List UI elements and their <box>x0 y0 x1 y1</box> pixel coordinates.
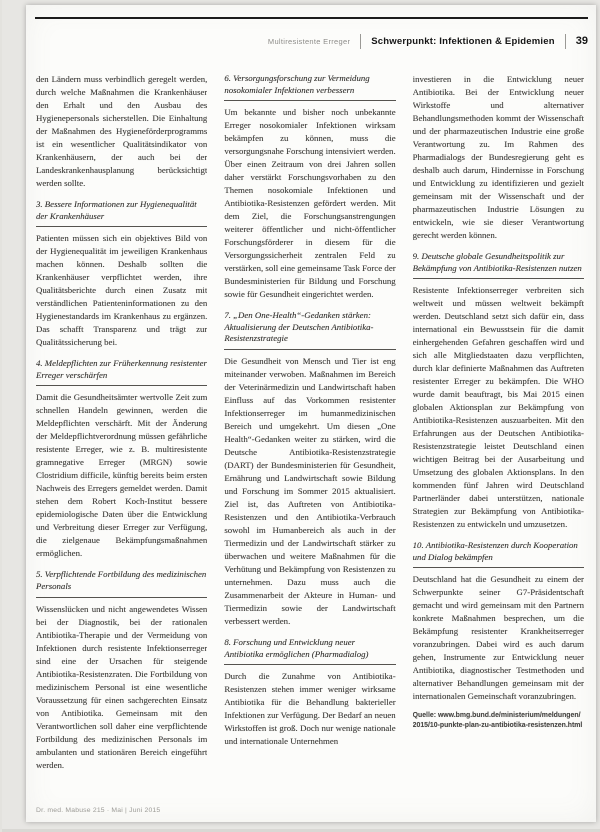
section-title: 6. Versorgungsforschung zur Vermeidung nosokomialer Infektionen verbessern <box>224 73 370 95</box>
section-title: 10. Antibiotika-Resistenzen durch Kooperation und Dialog bekämpfen <box>412 540 578 562</box>
section-heading <box>36 358 207 386</box>
section-title: 8. Forschung und Entwicklung neuer Antibiotika ermöglichen (Pharmadialog) <box>224 636 369 659</box>
scan-edge-left <box>0 0 2 832</box>
page-footer: Dr. med. Mabuse 215 · Mai | Juni 2015 <box>36 807 161 814</box>
paragraph: Deutschland hat die Gesundheit zu einem der Schwerpunkte seiner G7-Präsidentschaft gemacht und wird gemeinsam mit den Partnern konkrete Maßnahmen besprechen, um die Bekämpfung resistenter Krankheitserreger voranzubringen. Dabei wird es auch darum gehen, Instrumente zur Entwicklung neuer Antibiotika, diagnostischer Testmethoden und alternativer Behandlungen gemeinsam mit der internationalen Gemeinschaft voranzubringen. <box>412 574 584 702</box>
header-kicker: Multiresistente Erreger <box>267 36 351 46</box>
header-separator <box>360 34 361 49</box>
header-separator <box>565 34 566 49</box>
paragraph: Um bekannte und bisher noch unbekannte Erreger nosokomialer Infektionen wirksam bekämpfen zu können, muss die versorgungsnahe Forschung intensiviert werden. Über einen Zeitraum von drei Jahren sollen daher verstärkt Forschungsvorhaben zu den Themen nosokomiale Infektionen und Antibiotika-Resistenzen gefördert werden. Mit dem Ziel, die Forschungsanstrengungen weiterer öffentlicher und nicht-öffentlicher Forschungsförderer in diesem für die Versorgungssicherheit zentralen Feld zu verstärken, soll eine gemeinsame Task Force der Bundesministerien für Bildung und Forschung sowie für Gesundheit eingerichtet werden. <box>224 107 396 300</box>
section-rule <box>413 567 584 568</box>
section-heading <box>413 540 584 568</box>
paragraph: investieren in die Entwicklung neuer Antibiotika. Bei der Entwicklung neuer Wirkstoffe und alternativer Behandlungsmethoden kommt der Wissenschaft und der pharmazeutischen Industrie eine große Verantwortung zu. Im Rahmen des Pharmadialogs der Bundesregierung geht es deshalb auch darum, Hindernisse in Forschung und Entwicklung zu identifizieren und gezielt gemeinsam mit der Wissenschaft und der pharmazeutischen Industrie Lösungen zu entwickeln, wie sie dieser Verantwortung gerecht werden können. <box>412 74 584 240</box>
paragraph: den Ländern muss verbindlich geregelt werden, durch welche Maßnahmen die Krankenhäuser den Erhalt und den Ausbau des Hygienepersonals sicherstellen. Die Einhaltung der Maßnahmen des Hygieneförderprogramms ist ein wesentlicher Qualitätsindikator von Krankenhäusern, der auch bei der Landeskrankenhausplanung berücksichtigt werden sollte. <box>36 74 208 188</box>
section-title: 3. Bessere Informationen zur Hygienequalität der Krankenhäuser <box>36 199 197 221</box>
section-rule <box>36 597 207 598</box>
page-number: 39 <box>575 35 588 47</box>
section-heading <box>36 199 207 227</box>
top-rule <box>35 17 588 19</box>
section-heading <box>224 637 395 665</box>
column-right <box>413 73 584 786</box>
paragraph: Damit die Gesundheitsämter wertvolle Zeit zum schnellen Handeln gewinnen, werden die Meldepflichten verschärft. Mit der Änderung der Meldepflichtverordnung müssen gefährliche resistente Erreger, wie z. B. multiresistente gramnegative Erreger (MRGN) sowie Clostridium difficile, künftig bereits beim ersten Nachweis des Erregers gemeldet werden. Damit stehen dem Robert Koch-Institut bessere epidemiologische Daten über die Entwicklung und Verbreitung dieser Erreger zur Verfügung, die zielgenaue Bekämpfungsmaßnahmen ermöglichen. <box>36 392 208 559</box>
section-heading <box>36 569 207 597</box>
source-url: www.bmg.bund.de/ministerium/meldungen/2015/10-punkte-plan-zu-antibiotika-resistenzen.html <box>412 712 583 729</box>
paragraph: Patienten müssen sich ein objektives Bild von der Hygienequalität im jeweiligen Krankenhaus machen können. Deshalb sollten die Krankenhäuser verpflichtet werden, ihre Qualitätsberichte durch einen Zusatz mit verständlichen Patienteninformationen zu den Hygienestandards im Krankenhaus zu ergänzen. Das schafft Transparenz und trägt zur Qualitätssicherung bei. <box>36 233 208 348</box>
paragraph: Durch die Zunahme von Antibiotika-Resistenzen stehen immer weniger wirksame Antibiotika für die Behandlung bakterieller Infektionen zur Verfügung. Der Bedarf an neuen Wirkstoffen ist groß. Doch nur wenige nationale und internationale Unternehmen <box>224 671 396 747</box>
article-columns <box>36 73 584 786</box>
section-rule <box>36 385 207 386</box>
section-heading <box>224 310 395 350</box>
section-rule <box>224 349 395 350</box>
section-title: 5. Verpflichtende Fortbildung des medizinischen Personals <box>36 569 207 591</box>
section-heading <box>413 251 584 279</box>
header-title: Schwerpunkt: Infektionen & Epidemien <box>371 35 555 47</box>
column-middle <box>224 73 395 786</box>
magazine-page <box>26 5 596 822</box>
section-heading <box>224 73 395 101</box>
section-title: 4. Meldepflichten zur Früherkennung resistenter Erreger verschärfen <box>36 358 207 380</box>
section-title: 7. „Den One-Health“-Gedanken stärken: Aktualisierung der Deutschen Antibiotika-Resistenzstrategie <box>224 310 374 344</box>
section-rule <box>224 100 395 101</box>
source-note <box>413 711 584 730</box>
section-rule <box>224 664 395 665</box>
section-title: 9. Deutsche globale Gesundheitspolitik zur Bekämpfung von Antibiotika-Resistenzen nutzen <box>412 251 582 273</box>
section-rule <box>413 278 584 279</box>
paragraph: Die Gesundheit von Mensch und Tier ist eng miteinander verwoben. Maßnahmen im Bereich der Veterinärmedizin und Landwirtschaft haben Einfluss auf das Vorkommen resistenter Infektionserreger im humanmedizinischen Bereich und umgekehrt. Um diesen „One Health“-Gedanken weiter zu stärken, wird die Deutsche Antibiotika-Resistenzstrategie (DART) der Bundesministerien für Gesundheit, Ernährung und Landwirtschaft sowie Bildung und Forschung im Sommer 2015 aktualisiert. Ziel ist, das Auftreten von Antibiotika-Resistenzen und den Antibiotika-Verbrauch sowohl im Humanbereich als auch in der Tiermedizin und der Landwirtschaft stärker zu überwachen und weitere Maßnahmen für die Verhütung und Bekämpfung von Resistenzen zu unternehmen. Dazu muss auch die Zusammenarbeit der Akteure in Human- und Tiermedizin sowie der Landwirtschaft verbessert werden. <box>224 355 396 626</box>
paragraph: Resistente Infektionserreger verbreiten sich weltweit und müssen weltweit bekämpft werden. Deutschland setzt sich dafür ein, dass international ein Bewusstsein für die damit einhergehenden Gefahren geschaffen wird und sich alle Mitgliedstaaten dazu verpflichten, durch klar definierte Maßnahmen das Auftreten resistenter Erreger zu bekämpfen. Die WHO wurde damit beauftragt, bis Mai 2015 einen globalen Aktionsplan zur Bekämpfung von Antibiotika-Resistenzen auszuarbeiten. Mit den Erfahrungen aus der Deutschen Antibiotika-Resistenzstrategie leistet Deutschland einen wichtigen Beitrag bei der Ausarbeitung und Umsetzung des globalen Aktionsplans. In den kommenden fünf Jahren wird Deutschland Partnerländer dabei unterstützen, nationale Strategien zur Bekämpfung von Antibiotika-Resistenzen zu entwickeln und umzusetzen. <box>412 285 584 530</box>
source-label: Quelle: <box>412 712 437 720</box>
paragraph: Wissenslücken und nicht angewendetes Wissen bei der Diagnostik, bei der rationalen Antibiotika-Therapie und der Vermeidung von Infektionen durch resistente Infektionserreger sind eine der Ursachen für steigende Antibiotika-Resistenzraten. Die Fortbildung von medizinischem Personal ist eine wesentliche Voraussetzung für einen sachgerechten Einsatz von Antibiotika. Gemeinsam mit den Verantwortlichen soll daher eine verpflichtende Fortbildung des medizinischen Personals im ambulanten und stationären Bereich eingeführt werden. <box>36 603 208 770</box>
section-rule <box>36 226 207 227</box>
column-left <box>36 73 207 786</box>
page-header <box>35 31 588 51</box>
